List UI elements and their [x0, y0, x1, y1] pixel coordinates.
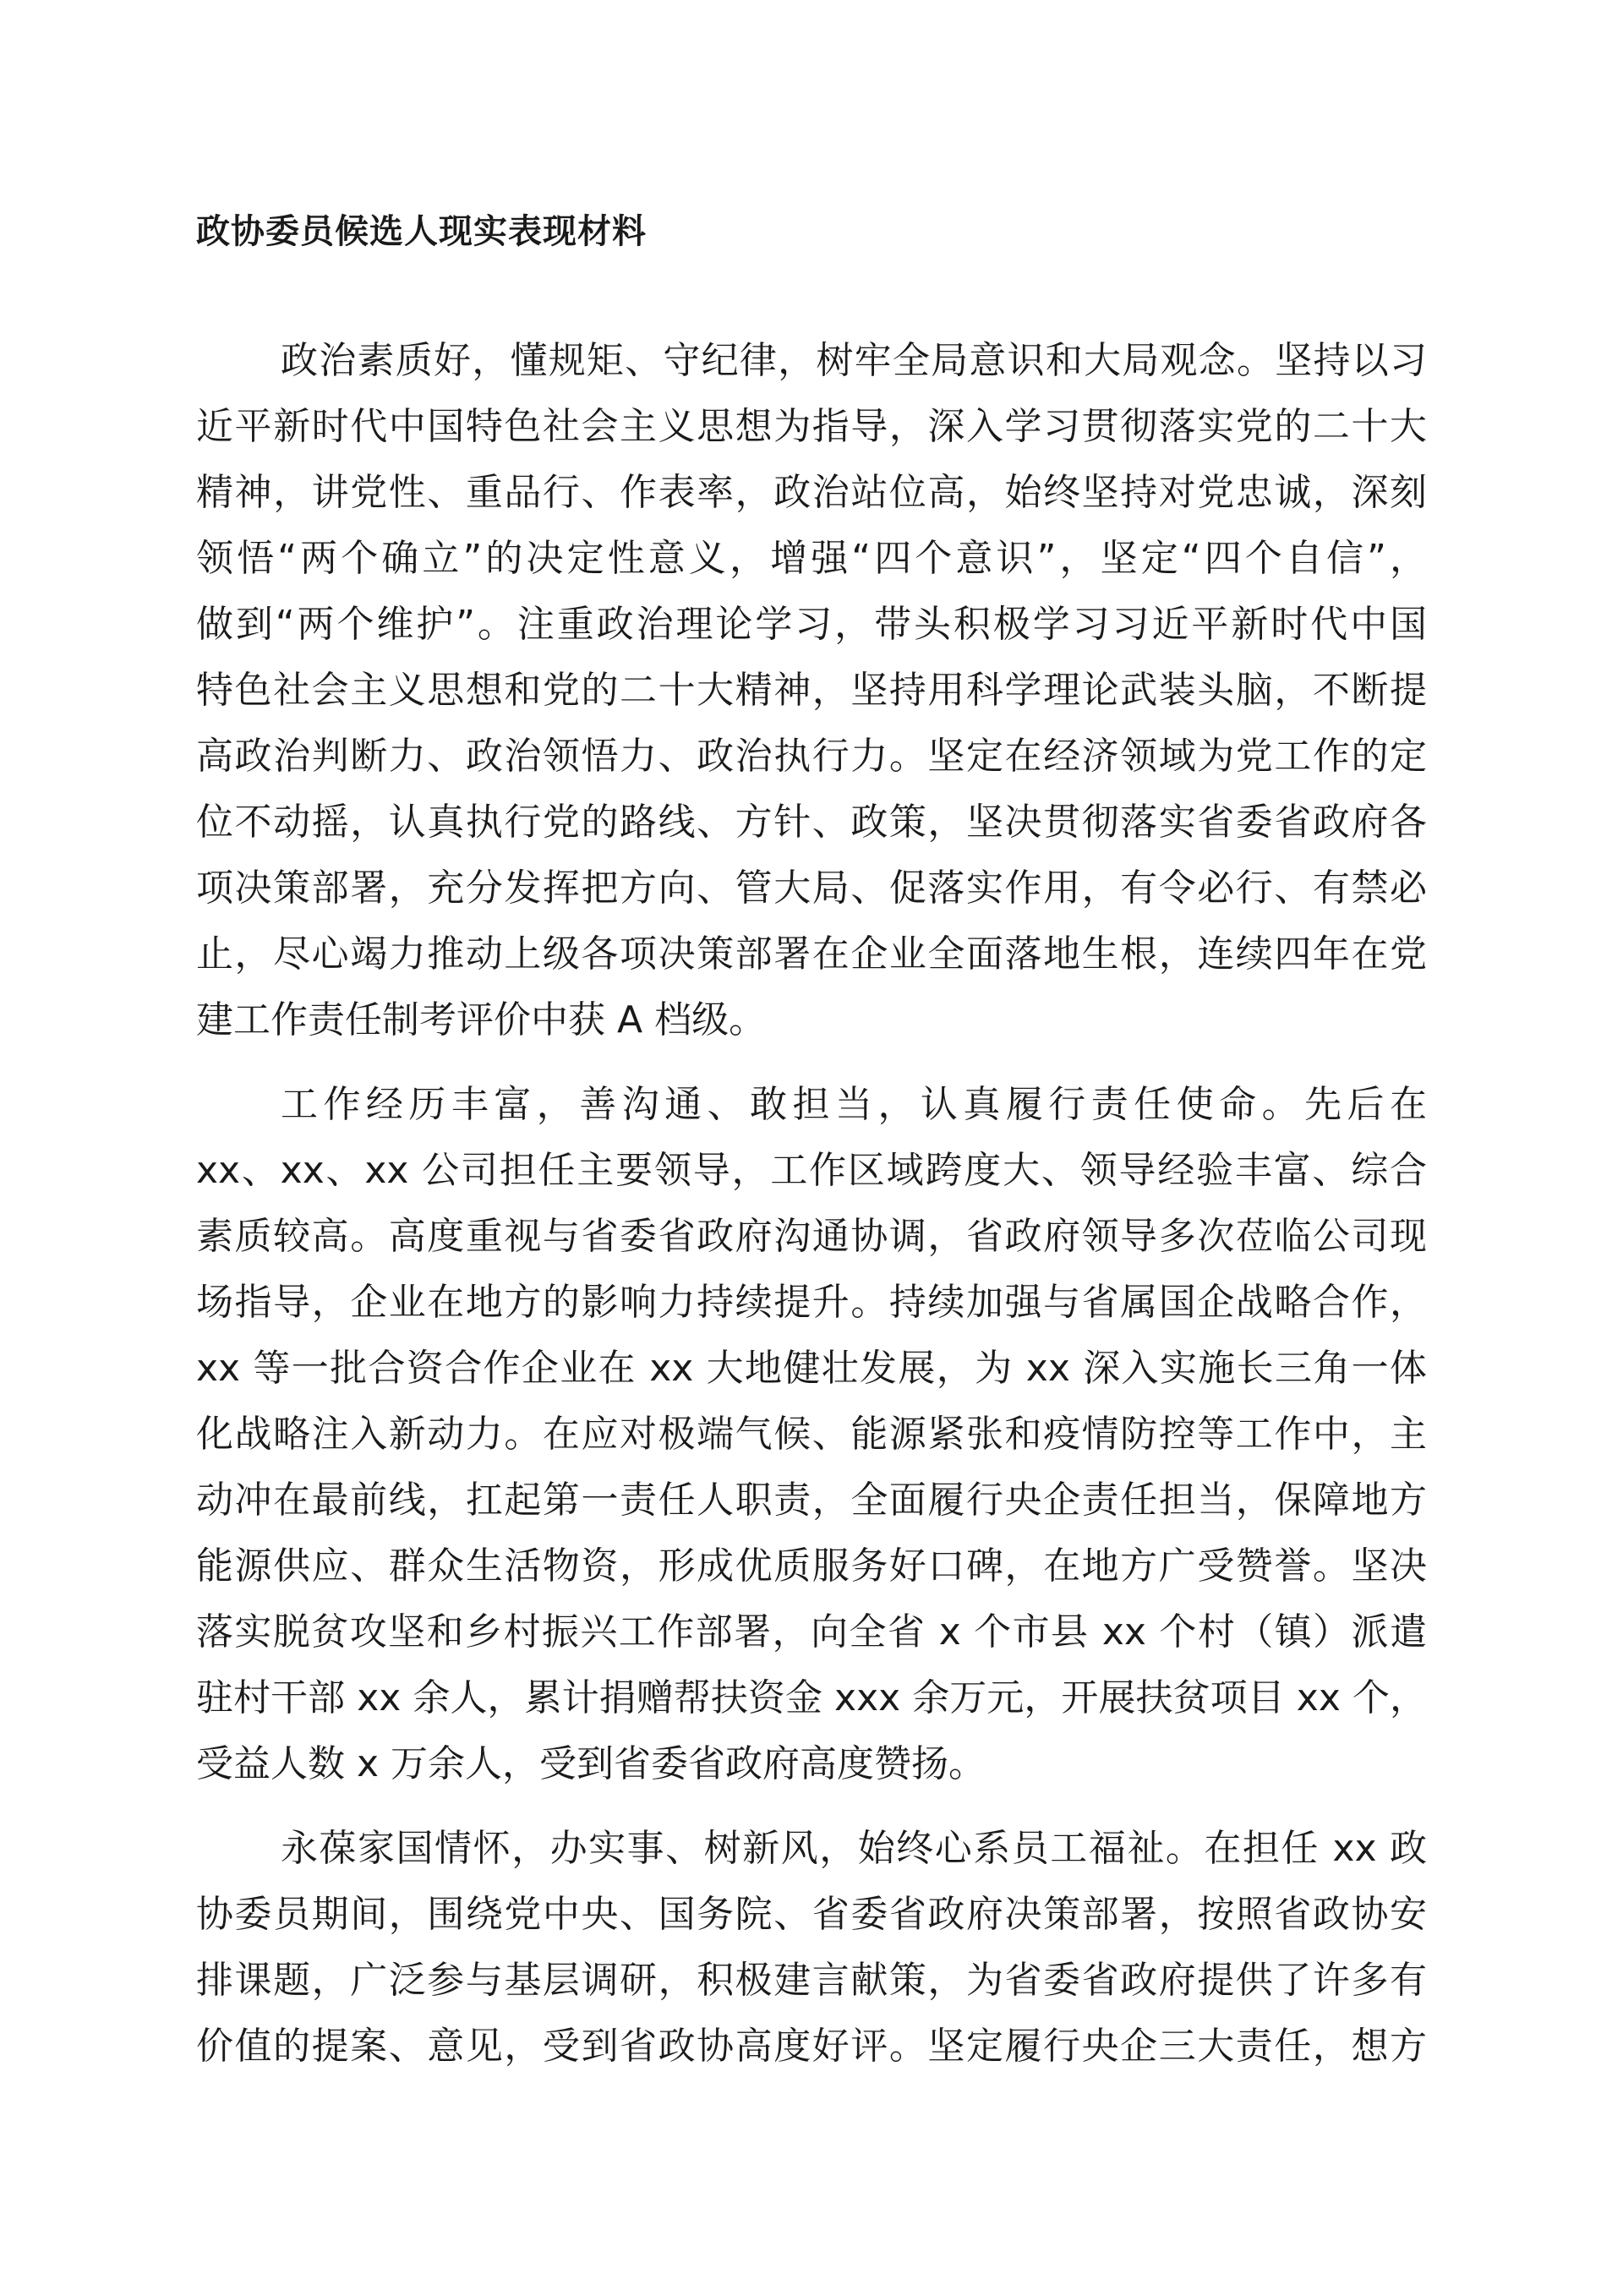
- paragraph-line: 协委员期间，围绕党中央、国务院、省委省政府决策部署，按照省政协安: [196, 1893, 1427, 1936]
- paragraph-line: 场指导，企业在地方的影响力持续提升。持续加强与省属国企战略合作，: [196, 1281, 1427, 1324]
- paragraph-line: 特色社会主义思想和党的二十大精神，坚持用科学理论武装头脑，不断提: [196, 669, 1427, 712]
- document-body: [196, 328, 1427, 2098]
- paragraph-line: 精神，讲党性、重品行、作表率，政治站位高，始终坚持对党忠诚，深刻: [196, 471, 1427, 514]
- paragraph-line: 永葆家国情怀，办实事、树新风，始终心系员工福祉。在担任 xx 政: [281, 1827, 1427, 1870]
- document-title: 政协委员候选人现实表现材料: [196, 212, 647, 251]
- paragraph-line: 高政治判断力、政治领悟力、政治执行力。坚定在经济领域为党工作的定: [196, 735, 1427, 778]
- paragraph-line: 动冲在最前线，扛起第一责任人职责，全面履行央企责任担当，保障地方: [196, 1479, 1427, 1522]
- paragraph-line: 驻村干部 xx 余人，累计捐赠帮扶资金 xxx 余万元，开展扶贫项目 xx 个，: [196, 1676, 1427, 1719]
- paragraph-line: 排课题，广泛参与基层调研，积极建言献策，为省委省政府提供了许多有: [196, 1959, 1427, 2002]
- paragraph-1: [196, 328, 1427, 1053]
- paragraph-line: 工作经历丰富，善沟通、敢担当，认真履行责任使命。先后在: [281, 1083, 1427, 1126]
- paragraph-line: 政治素质好，懂规矩、守纪律，树牢全局意识和大局观念。坚持以习: [281, 339, 1427, 382]
- paragraph-line: xx、xx、xx 公司担任主要领导，工作区域跨度大、领导经验丰富、综合: [196, 1149, 1427, 1192]
- paragraph-line: 化战略注入新动力。在应对极端气候、能源紧张和疫情防控等工作中，主: [196, 1413, 1427, 1456]
- paragraph-line: 建工作责任制考评价中获 A 档级。: [196, 998, 767, 1041]
- paragraph-line: 能源供应、群众生活物资，形成优质服务好口碑，在地方广受赞誉。坚决: [196, 1544, 1427, 1588]
- paragraph-line: 位不动摇，认真执行党的路线、方针、政策，坚决贯彻落实省委省政府各: [196, 801, 1427, 844]
- paragraph-line: 近平新时代中国特色社会主义思想为指导，深入学习贯彻落实党的二十大: [196, 405, 1427, 448]
- paragraph-2: [196, 1072, 1427, 1797]
- paragraph-line: 项决策部署，充分发挥把方向、管大局、促落实作用，有令必行、有禁必: [196, 866, 1427, 910]
- paragraph-line: 素质较高。高度重视与省委省政府沟通协调，省政府领导多次莅临公司现: [196, 1215, 1427, 1258]
- paragraph-line: 止，尽心竭力推动上级各项决策部署在企业全面落地生根，连续四年在党: [196, 932, 1427, 976]
- paragraph-line: xx 等一批合资合作企业在 xx 大地健壮发展，为 xx 深入实施长三角一体: [196, 1347, 1427, 1390]
- paragraph-line: 落实脱贫攻坚和乡村振兴工作部署，向全省 x 个市县 xx 个村（镇）派遣: [196, 1610, 1427, 1654]
- paragraph-line: 做到“两个维护”。注重政治理论学习，带头积极学习习近平新时代中国: [196, 603, 1427, 646]
- paragraph-line: 领悟“两个确立”的决定性意义，增强“四个意识”，坚定“四个自信”，: [196, 537, 1427, 580]
- paragraph-3: [196, 1816, 1427, 2080]
- paragraph-line: 价值的提案、意见，受到省政协高度好评。坚定履行央企三大责任，想方: [196, 2025, 1427, 2068]
- paragraph-line: 受益人数 x 万余人，受到省委省政府高度赞扬。: [196, 1742, 986, 1785]
